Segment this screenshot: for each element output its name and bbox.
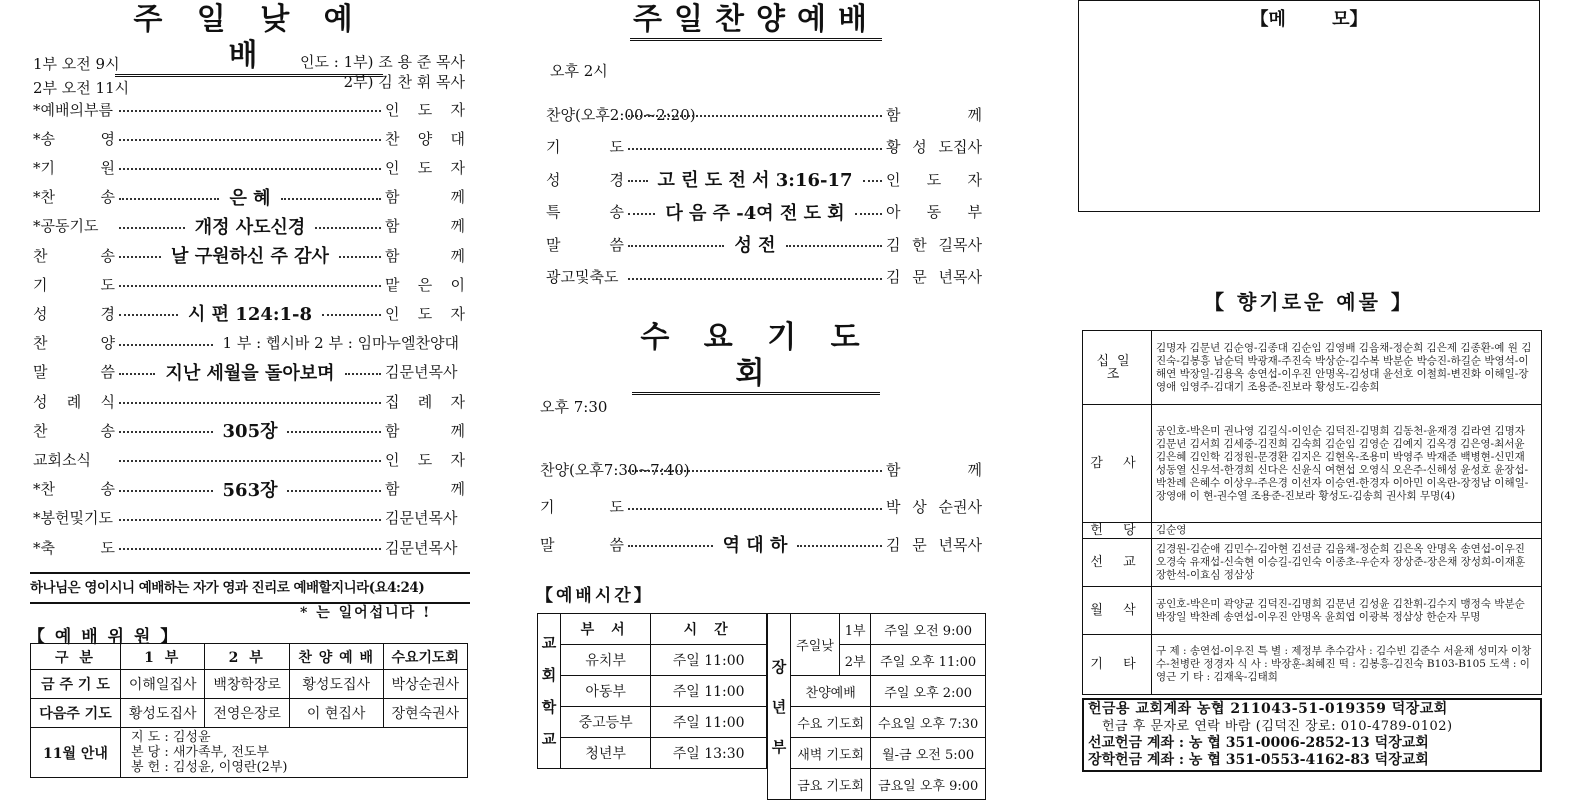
order-row bbox=[33, 156, 465, 178]
memo-box[interactable] bbox=[1078, 0, 1540, 212]
order-label: *예배의부름 bbox=[33, 100, 113, 119]
order-label: *송 영 bbox=[33, 129, 115, 148]
committee-cell: 다음주 기도 bbox=[31, 699, 121, 728]
leader-dots bbox=[628, 278, 882, 280]
leader-second: 2부) 김 찬 휘 목사 bbox=[343, 73, 465, 91]
order-presenter: 인 도 자 bbox=[385, 304, 466, 323]
service-time: 금요일 오후 9:00 bbox=[871, 769, 986, 800]
gift-category: 기 타 bbox=[1083, 635, 1152, 695]
gift-category: 헌 당 bbox=[1083, 523, 1152, 539]
gift-donors: 김순영 bbox=[1152, 523, 1542, 539]
order-content: 다 음 주 -4여 전 도 회 bbox=[665, 202, 845, 224]
leader-dots bbox=[315, 227, 381, 229]
leader-dots bbox=[628, 180, 648, 182]
gift-row bbox=[1083, 523, 1542, 539]
committee-cell: 금 주 기 도 bbox=[31, 670, 121, 699]
leader-dots bbox=[628, 148, 882, 150]
service-part: 2부 bbox=[840, 645, 871, 676]
order-row bbox=[540, 533, 982, 555]
dept-name: 중고등부 bbox=[561, 707, 651, 738]
leader-dots bbox=[119, 314, 178, 316]
order-label: 기 도 bbox=[33, 275, 115, 294]
leader-dots bbox=[119, 490, 213, 492]
order-label: *공동기도 bbox=[33, 217, 99, 236]
order-label: 기 도 bbox=[546, 138, 624, 156]
leader-dots bbox=[628, 508, 882, 510]
leader-dots bbox=[119, 256, 161, 258]
leader-dots bbox=[281, 198, 381, 200]
order-presenter: 함 께 bbox=[385, 217, 466, 236]
gift-row bbox=[1083, 539, 1542, 587]
gift-row bbox=[1083, 587, 1542, 635]
order-content: 시 편 124:1-8 bbox=[187, 304, 313, 326]
order-content: 개정 사도신경 bbox=[194, 216, 306, 238]
order-presenter: 인 도 자 bbox=[385, 100, 465, 119]
order-label: 찬 양 bbox=[33, 334, 115, 353]
order-content: 지난 세월을 돌아보며 bbox=[165, 362, 335, 384]
gift-donors: 김경원-김순애 김민수-김아현 김선금 김음채-정순희 김은옥 안명옥 송연섭-이우진 오경숙 유재섭-신숙현 이승길-김인숙 이종초-우순자 장상준-장은채 장성희-이재훈 장한석-이효심 정삼상 bbox=[1152, 539, 1542, 587]
gift-donors: 구 제 : 송연섭-이우진 특 별 : 제정부 추수감사 : 김수빈 김준수 서윤채 성미자 이창수-천병란 정경자 식 사 : 박장훈-최혜진 떡 : 김봉흥-김진숙 B103-B105 도색 : 이영근 기 타 : 김재욱-김태희 bbox=[1152, 635, 1542, 695]
service-name: 새벽 기도회 bbox=[791, 738, 871, 769]
order-row bbox=[33, 536, 465, 558]
order-content: 역 대 하 bbox=[722, 535, 788, 556]
order-presenter: 함 께 bbox=[886, 460, 982, 479]
committee-header: 찬 양 예 배 bbox=[289, 644, 383, 670]
order-presenter: 김 한 길목사 bbox=[886, 235, 983, 254]
order-presenter: 아 동 부 bbox=[886, 203, 982, 221]
order-label: 찬 송 bbox=[33, 246, 115, 265]
adult-label: 장 년 부 bbox=[768, 614, 791, 800]
order-presenter: 함 께 bbox=[385, 480, 465, 499]
order-content: 은 혜 bbox=[229, 187, 271, 209]
scripture-verse: 하나님은 영이시니 예배하는 자가 영과 진리로 예배할지니라(요4:24) bbox=[30, 572, 470, 604]
november-line: 지 도 : 김성윤 bbox=[130, 730, 211, 745]
scholarship-account: 장학헌금 계좌 : 농 협 351-0553-4162-83 덕장교회 bbox=[1088, 752, 1429, 768]
order-presenter: 함 께 bbox=[886, 105, 982, 124]
leader-dots bbox=[287, 490, 381, 492]
committee-header: 구 분 bbox=[31, 644, 121, 670]
order-row bbox=[33, 302, 465, 324]
order-row bbox=[33, 390, 465, 412]
leader-dots bbox=[628, 213, 655, 215]
order-presenter: 함 께 bbox=[385, 188, 466, 207]
committee-title: 【 예 배 위 원 】 bbox=[28, 627, 180, 647]
schedule-header: 시 간 bbox=[651, 614, 767, 645]
leader-dots bbox=[119, 139, 381, 141]
order-presenter: 김 문 년목사 bbox=[886, 268, 982, 286]
order-label: *기 원 bbox=[33, 158, 115, 177]
order-row bbox=[546, 168, 982, 190]
order-label: 특 송 bbox=[546, 203, 624, 221]
service-name: 수요 기도회 bbox=[791, 707, 871, 738]
committee-header: 1 부 bbox=[120, 644, 204, 670]
leader-dots bbox=[786, 245, 882, 247]
leader-dots bbox=[628, 545, 713, 547]
committee-cell: 이해일집사 bbox=[120, 670, 204, 699]
leader-dots bbox=[119, 168, 381, 170]
order-presenter: 황 성 도집사 bbox=[886, 138, 982, 156]
order-content: 1 부 : 헵시바 2 부 : 임마누엘찬양대 bbox=[222, 334, 459, 353]
order-presenter: 인 도 자 bbox=[385, 450, 465, 469]
committee-cell: 황성도집사 bbox=[120, 699, 204, 728]
order-presenter: 인 도 자 bbox=[886, 170, 983, 189]
gift-category: 십일조 bbox=[1083, 331, 1152, 405]
order-label: 찬 송 bbox=[33, 421, 115, 440]
wednesday-prayer-title: 수 요 기 도 회 bbox=[632, 320, 880, 395]
committee-cell: 박상순권사 bbox=[383, 670, 468, 699]
leader-dots bbox=[119, 519, 381, 521]
service-time: 주일 오후 2:00 bbox=[871, 676, 986, 707]
wednesday-time: 오후 7:30 bbox=[540, 398, 608, 416]
order-label: 말 씀 bbox=[33, 363, 115, 382]
order-row bbox=[33, 273, 465, 295]
leader-dots bbox=[322, 314, 381, 316]
order-row bbox=[33, 244, 465, 266]
service-name: 금요 기도회 bbox=[791, 769, 871, 800]
leader-first: 인도 : 1부) 조 용 준 목사 bbox=[300, 53, 465, 71]
memo-title: 【메 모】 bbox=[1250, 9, 1368, 30]
order-content: 날 구원하신 주 감사 bbox=[171, 246, 329, 267]
service-part: 1부 bbox=[840, 614, 871, 645]
education-label: 교 회 학 교 bbox=[538, 614, 561, 769]
gift-table bbox=[1082, 330, 1542, 695]
november-line: 본 당 : 새가족부, 전도부 bbox=[130, 745, 270, 760]
order-label: 성 경 bbox=[546, 170, 624, 189]
gift-category: 선 교 bbox=[1083, 539, 1152, 587]
leader-dots bbox=[287, 431, 381, 433]
leader-dots bbox=[119, 548, 381, 550]
order-presenter: 집 례 자 bbox=[385, 392, 465, 411]
order-label: 말 씀 bbox=[540, 535, 624, 554]
praise-worship-title: 주일찬양예배 bbox=[630, 2, 882, 41]
adult-schedule-table bbox=[767, 613, 986, 800]
stand-note: * 는 일어섭니다 ! bbox=[300, 605, 432, 621]
november-info bbox=[120, 728, 467, 778]
order-content: 고 린 도 전 서 3:16-17 bbox=[657, 170, 853, 191]
mission-account: 선교헌금 계좌 : 농 협 351-0006-2852-13 덕장교회 bbox=[1088, 735, 1429, 751]
leader-dots bbox=[628, 470, 882, 472]
leader-dots bbox=[119, 373, 155, 375]
order-row bbox=[546, 103, 982, 125]
gift-row bbox=[1083, 635, 1542, 695]
order-label: *찬 송 bbox=[33, 480, 115, 499]
order-label: 기 도 bbox=[540, 498, 624, 516]
time-first: 1부 오전 9시 bbox=[33, 55, 120, 73]
leader-dots bbox=[119, 402, 381, 404]
time-second: 2부 오전 11시 bbox=[33, 79, 130, 97]
gift-category: 월 삭 bbox=[1083, 587, 1152, 635]
order-label: 찬양(오후2:00~2:20) bbox=[546, 105, 696, 124]
order-row bbox=[546, 136, 982, 158]
order-label: 성 경 bbox=[33, 304, 115, 323]
order-row bbox=[33, 215, 465, 237]
order-label: 성 례 식 bbox=[33, 392, 115, 411]
gift-row bbox=[1083, 331, 1542, 405]
order-label: 말 씀 bbox=[546, 235, 624, 254]
leader-dots bbox=[119, 431, 213, 433]
committee-cell: 장현숙권사 bbox=[383, 699, 468, 728]
committee-cell: 황성도집사 bbox=[289, 670, 383, 699]
order-label: 광고및축도 bbox=[546, 268, 619, 286]
order-presenter: 인 도 자 bbox=[385, 158, 465, 177]
order-presenter: 함 께 bbox=[385, 246, 465, 265]
leader-dots bbox=[119, 110, 381, 112]
committee-cell: 이 현집사 bbox=[289, 699, 383, 728]
education-schedule-table bbox=[537, 613, 767, 769]
order-row bbox=[540, 458, 982, 480]
order-row bbox=[546, 266, 982, 288]
order-row bbox=[33, 332, 465, 354]
sunday-worship-title: 주 일 낮 예 배 bbox=[115, 2, 383, 77]
order-content: 305장 bbox=[222, 421, 278, 443]
order-content: 563장 bbox=[222, 479, 278, 501]
order-row bbox=[33, 361, 465, 383]
offering-account: 헌금용 교회계좌 농협 211043-51-019359 덕장교회 bbox=[1088, 701, 1448, 717]
order-presenter: 김문년목사 bbox=[385, 538, 458, 557]
committee-cell: 전영은장로 bbox=[205, 699, 289, 728]
order-row bbox=[33, 98, 465, 120]
dept-time: 주일 11:00 bbox=[651, 676, 767, 707]
order-row bbox=[33, 419, 465, 441]
leader-dots bbox=[628, 115, 882, 117]
committee-cell: 백창학장로 bbox=[205, 670, 289, 699]
order-row bbox=[33, 186, 465, 208]
leader-dots bbox=[628, 245, 724, 247]
leader-dots bbox=[119, 460, 381, 462]
dept-name: 유치부 bbox=[561, 645, 651, 676]
gift-title: 【 향기로운 예물 】 bbox=[1204, 290, 1414, 314]
order-label: 교회소식 bbox=[33, 450, 91, 469]
gift-category: 감 사 bbox=[1083, 405, 1152, 523]
gift-donors: 공인호-박은미 곽양균 김덕진-김명희 김문년 김성윤 김찬휘-김수지 맹정숙 박분순 박장일 박찬례 송연섭-이우진 안명옥 윤희엽 이광복 정삼상 한순자 무명 bbox=[1152, 587, 1542, 635]
gift-donors: 김명자 김문년 김순영-김종대 김순임 김영배 김음채-정순희 김은제 김종환-예 원 김진숙-김봉흥 남순덕 박광재-주진숙 박상순-김수복 박분순 박승진-하길순 박영석-이해연 박장일-김용옥 송연섭-이우진 안명옥-김성대 윤선호 이철희-변진화 이해일-장영애 임영주-김대기 조용준-진보라 황성도-김송희 bbox=[1152, 331, 1542, 405]
dept-name: 청년부 bbox=[561, 738, 651, 769]
dept-time: 주일 11:00 bbox=[651, 645, 767, 676]
order-presenter: 찬 양 대 bbox=[385, 129, 465, 148]
order-presenter: 김 문 년목사 bbox=[886, 535, 983, 554]
service-name: 찬양예배 bbox=[791, 676, 871, 707]
order-row bbox=[33, 448, 465, 470]
schedule-title: 【예배시간】 bbox=[536, 586, 654, 606]
service-time: 주일 오후 11:00 bbox=[871, 645, 986, 676]
order-presenter: 김문년목사 bbox=[385, 363, 458, 382]
leader-dots bbox=[119, 344, 213, 346]
order-row bbox=[33, 507, 465, 529]
worship-times bbox=[33, 52, 129, 100]
leader-dots bbox=[119, 198, 219, 200]
leader-dots bbox=[339, 256, 381, 258]
order-presenter: 함 께 bbox=[385, 421, 465, 440]
account-note: 헌금 후 문자로 연락 바람 (김덕진 장로: 010-4789-0102) bbox=[1102, 719, 1453, 734]
committee-header: 2 부 bbox=[205, 644, 289, 670]
order-presenter: 박 상 순권사 bbox=[886, 498, 982, 516]
order-presenter: 김문년목사 bbox=[385, 509, 458, 528]
order-row bbox=[33, 127, 465, 149]
service-name: 주일낮 bbox=[791, 614, 840, 676]
leader-dots bbox=[855, 213, 882, 215]
leader-dots bbox=[345, 373, 381, 375]
leader-dots bbox=[119, 227, 185, 229]
schedule-header: 부 서 bbox=[561, 614, 651, 645]
leader-dots bbox=[119, 285, 381, 287]
order-content: 성 전 bbox=[734, 235, 776, 256]
leader-dots bbox=[797, 545, 882, 547]
order-label: *축 도 bbox=[33, 538, 115, 557]
praise-worship-time: 오후 2시 bbox=[550, 62, 608, 80]
committee-table bbox=[30, 643, 468, 778]
service-time: 주일 오전 9:00 bbox=[871, 614, 986, 645]
gift-row bbox=[1083, 405, 1542, 523]
order-row bbox=[33, 478, 465, 500]
order-row bbox=[540, 496, 982, 518]
november-line: 봉 헌 : 김성윤, 이영란(2부) bbox=[130, 760, 288, 775]
gift-donors: 공인호-박은미 권나영 김길식-이인순 김덕진-김명희 김동천-윤재경 김라연 김명자 김문년 김서희 김세중-김진희 김숙희 김순임 김영순 김예지 김옥경 김은영-최서윤 김은혜 김인학 김정원-문경환 김지은 김현옥-조용미 박영주 박재준 백병현-신민재 성동열 신우석-한경희 신다은 신윤식 여현섭 오영식 오은주-신해성 윤성호 윤장섭-박찬례 은혜수 이상우-주은경 이선자 이승연-한경자 이아민 이옥란-장정남 이해일-장영애 이 현-권수열 조용준-진보라 황성도-김송희 권사회 무명(4) bbox=[1152, 405, 1542, 523]
dept-time: 주일 13:30 bbox=[651, 738, 767, 769]
order-row bbox=[546, 201, 982, 223]
order-label: *찬 송 bbox=[33, 188, 115, 207]
order-label: 찬양(오후7:30~7:40) bbox=[540, 460, 690, 479]
committee-header: 수요기도회 bbox=[383, 644, 468, 670]
service-time: 월-금 오전 5:00 bbox=[871, 738, 986, 769]
dept-time: 주일 11:00 bbox=[651, 707, 767, 738]
account-box bbox=[1082, 698, 1542, 772]
order-row bbox=[546, 233, 982, 255]
leader-dots bbox=[863, 180, 883, 182]
order-presenter: 맡 은 이 bbox=[385, 275, 465, 294]
dept-name: 아동부 bbox=[561, 676, 651, 707]
leaders bbox=[250, 52, 465, 92]
order-label: *봉헌및기도 bbox=[33, 509, 113, 528]
november-label: 11월 안내 bbox=[31, 728, 121, 778]
service-time: 수요일 오후 7:30 bbox=[871, 707, 986, 738]
